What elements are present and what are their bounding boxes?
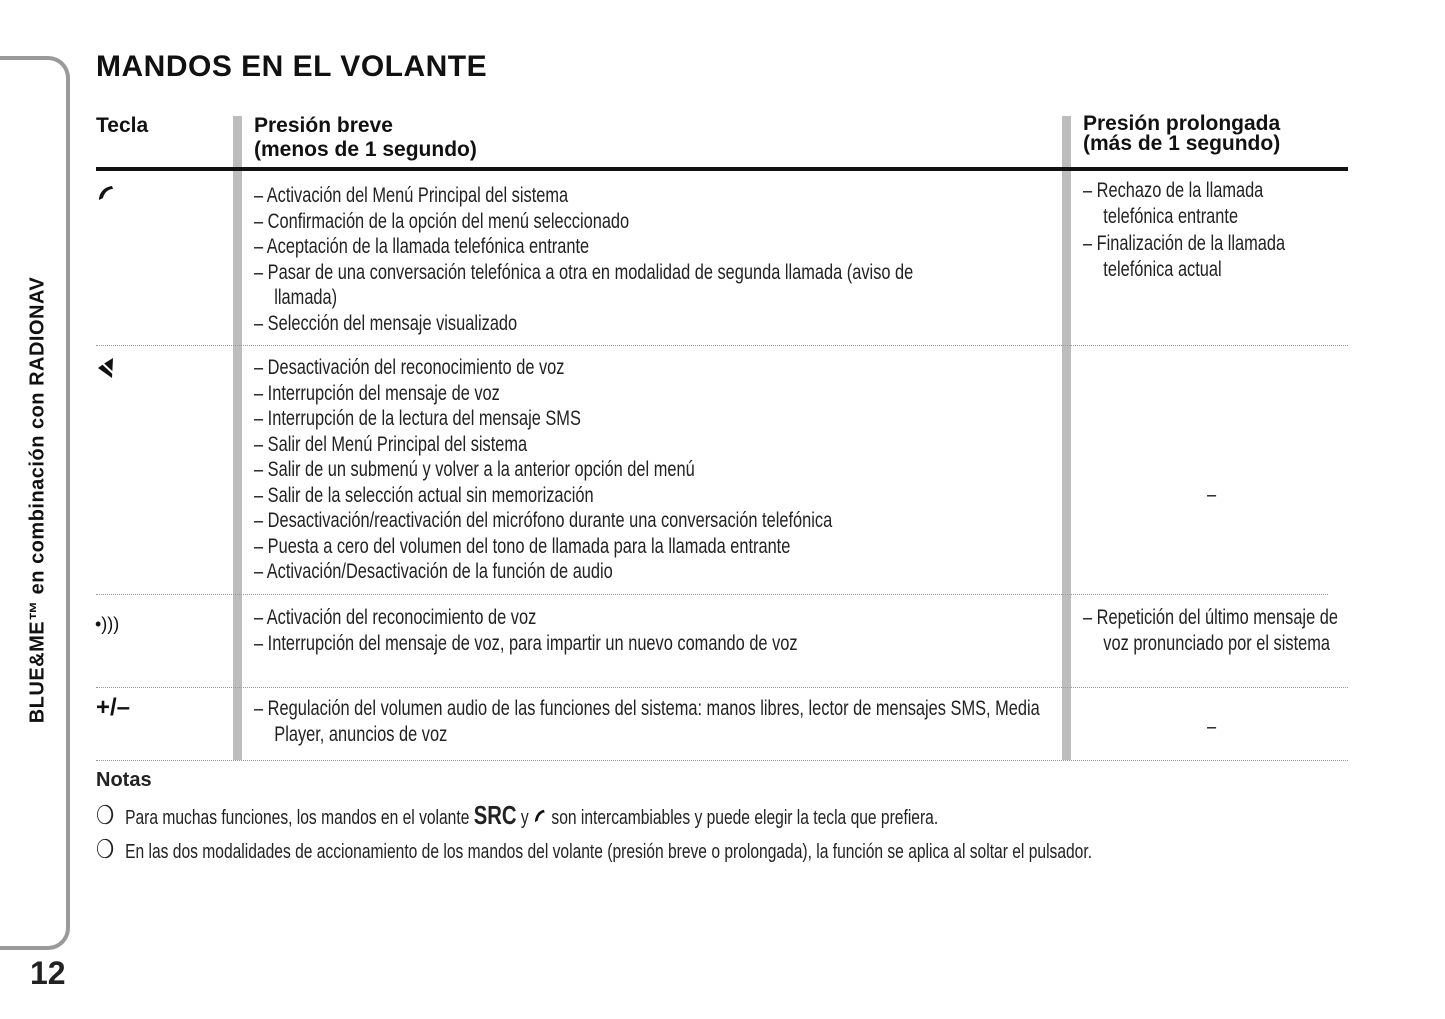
- row1-short: [254, 183, 976, 336]
- note-text: En las dos modalidades de accionamiento de los mandos del volante (presión breve o prolongada), la función se aplica al soltar el pulsador.: [125, 841, 1093, 863]
- list-item: – Interrupción del mensaje de voz: [254, 381, 500, 405]
- row3-long: [1083, 605, 1340, 656]
- list-item: – Desactivación/reactivación del micrófono durante una conversación telefónica: [254, 509, 833, 532]
- column-divider: [233, 116, 242, 760]
- column-divider: [1062, 116, 1071, 760]
- list-item: – Selección del mensaje visualizado: [254, 311, 518, 335]
- src-key: SRC: [473, 800, 517, 830]
- notes-heading: Notas: [96, 769, 152, 791]
- phone-icon: [533, 808, 547, 824]
- header-short-label: Presión breve: [254, 114, 393, 137]
- header-rule: [96, 167, 1348, 171]
- list-item: – Rechazo de la llamada telefónica entrante: [1083, 179, 1264, 228]
- header-short-sub: (menos de 1 segundo): [254, 138, 477, 161]
- row1-long: [1083, 178, 1309, 282]
- list-item: – Activación del reconocimiento de voz: [254, 606, 537, 629]
- note-2: [96, 834, 1092, 865]
- header-long-sub: (más de 1 segundo): [1083, 132, 1281, 155]
- phone-icon: [97, 184, 115, 202]
- list-item: – Finalización de la llamada telefónica actual: [1083, 232, 1286, 281]
- row-divider: [96, 594, 1328, 595]
- list-item: – Regulación del volumen audio de las funciones del sistema: manos libres, lector de mensajes SMS, Media Player, anuncios de voz: [254, 697, 1040, 746]
- voice-icon: •))): [95, 614, 120, 634]
- row4-long: –: [1207, 715, 1217, 738]
- chapter-title: BLUE&ME™ en combinación con RADIONAV: [26, 276, 49, 724]
- list-item: – Aceptación de la llamada telefónica entrante: [254, 235, 590, 258]
- note-text: son intercambiables y puede elegir la tecla que prefiera.: [551, 807, 939, 829]
- list-item: – Puesta a cero del volumen del tono de llamada para la llamada entrante: [254, 534, 791, 558]
- row3-short: [254, 605, 798, 656]
- row-divider: [96, 687, 1348, 688]
- note-text: Para muchas funciones, los mandos en el volante: [125, 807, 470, 829]
- list-item: – Pasar de una conversación telefónica a otra en modalidad de segunda llamada (aviso de llamada): [254, 260, 914, 309]
- row2-short: [254, 355, 832, 585]
- list-item: – Interrupción de la lectura del mensaje SMS: [254, 407, 581, 430]
- list-item: – Activación del Menú Principal del sistema: [254, 184, 569, 207]
- header-long-label: Presión prolongada: [1083, 112, 1281, 135]
- volume-icon: +/–: [96, 694, 131, 721]
- note-text: y: [520, 807, 529, 829]
- bullet-icon: ❍: [96, 800, 115, 830]
- header-short: [254, 114, 477, 162]
- list-item: – Activación/Desactivación de la función de audio: [254, 560, 613, 583]
- mute-icon: [97, 357, 117, 379]
- row-divider: [96, 345, 1348, 346]
- list-item: – Salir de un submenú y volver a la anterior opción del menú: [254, 458, 695, 481]
- header-key: Tecla: [96, 114, 149, 137]
- page-number: 12: [30, 955, 66, 991]
- row2-long: –: [1207, 483, 1217, 506]
- list-item: – Repetición del último mensaje de voz pronunciado por el sistema: [1083, 606, 1338, 655]
- header-long: [1083, 114, 1280, 154]
- list-item: – Salir de la selección actual sin memorización: [254, 483, 594, 507]
- page-title: MANDOS EN EL VOLANTE: [96, 50, 488, 83]
- list-item: – Salir del Menú Principal del sistema: [254, 432, 528, 456]
- bullet-icon: ❍: [96, 834, 115, 864]
- row-divider: [96, 760, 1348, 761]
- note-1: [96, 800, 938, 831]
- list-item: – Interrupción del mensaje de voz, para impartir un nuevo comando de voz: [254, 631, 798, 655]
- list-item: – Desactivación del reconocimiento de voz: [254, 356, 565, 379]
- list-item: – Confirmación de la opción del menú seleccionado: [254, 209, 630, 233]
- row4-short: [254, 696, 1050, 747]
